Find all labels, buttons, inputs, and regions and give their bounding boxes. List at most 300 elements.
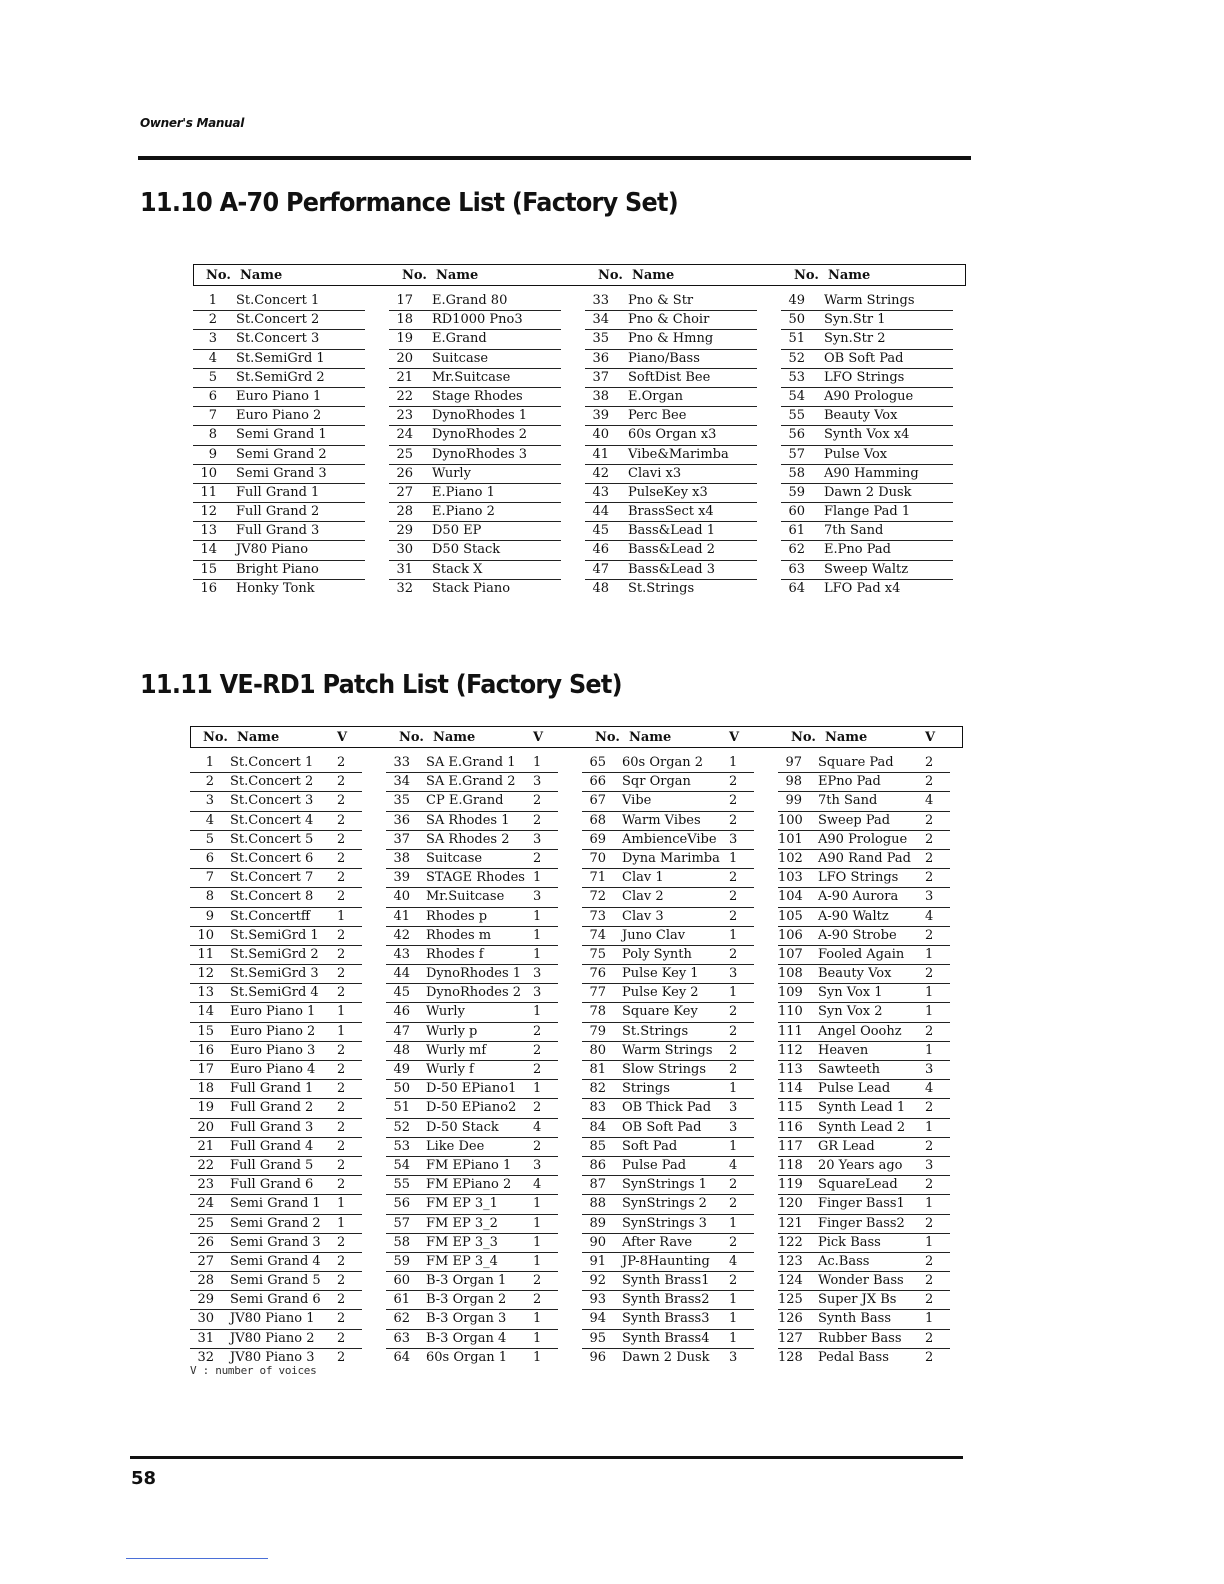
row-number: 100 <box>778 812 803 828</box>
row-number: 39 <box>393 870 410 886</box>
patch-name: Full Grand 5 <box>230 1157 314 1173</box>
patch-name: GR Lead <box>818 1138 875 1154</box>
row-number: 24 <box>197 1196 214 1212</box>
row-number: 50 <box>788 312 805 328</box>
table-row <box>585 522 757 541</box>
table-row <box>582 773 754 792</box>
table-row <box>190 1272 362 1291</box>
row-number: 19 <box>396 331 413 347</box>
table-row <box>582 1291 754 1310</box>
row-number: 57 <box>788 446 805 462</box>
patch-name: Synth Bass <box>818 1311 891 1327</box>
voice-count: 2 <box>533 1023 542 1039</box>
table-row <box>582 984 754 1003</box>
table-row <box>386 773 558 792</box>
voice-count: 1 <box>925 1042 934 1058</box>
patch-name: A-90 Aurora <box>818 889 899 905</box>
row-number: 66 <box>589 774 606 790</box>
row-number: 32 <box>197 1349 214 1365</box>
table-row <box>582 1138 754 1157</box>
row-number: 20 <box>197 1119 214 1135</box>
table-row <box>585 580 757 598</box>
row-number: 22 <box>197 1157 214 1173</box>
voice-count: 1 <box>533 1196 542 1212</box>
row-number: 45 <box>592 523 609 539</box>
table-row <box>190 888 362 907</box>
row-number: 119 <box>778 1177 803 1193</box>
row-number: 3 <box>205 793 214 809</box>
patch-name: Synth Brass1 <box>622 1273 710 1289</box>
patch-name: OB Soft Pad <box>622 1119 702 1135</box>
patch-name: Semi Grand 5 <box>230 1273 321 1289</box>
table-row <box>582 1234 754 1253</box>
row-number: 8 <box>205 889 214 905</box>
patch-name: Clav 2 <box>622 889 664 905</box>
voice-count: 1 <box>925 1234 934 1250</box>
performance-name: Syn.Str 1 <box>824 312 886 328</box>
row-number: 96 <box>589 1349 606 1365</box>
patch-name: Pulse Key 1 <box>622 966 699 982</box>
voice-count: 2 <box>337 1292 346 1308</box>
performance-name: E.Grand <box>432 331 487 347</box>
row-number: 71 <box>589 870 606 886</box>
column-header-no: No. <box>595 730 620 745</box>
row-number: 15 <box>200 561 217 577</box>
table-column <box>778 754 950 1367</box>
row-number: 43 <box>393 946 410 962</box>
patch-name: Full Grand 3 <box>230 1119 314 1135</box>
voice-count: 2 <box>337 812 346 828</box>
row-number: 112 <box>778 1042 803 1058</box>
section-title-verd1: 11.11 VE-RD1 Patch List (Factory Set) <box>140 670 622 700</box>
table-row <box>386 908 558 927</box>
performance-name: JV80 Piano <box>236 542 309 558</box>
verd1-patch-table <box>190 726 963 1365</box>
patch-name: Square Key <box>622 1004 698 1020</box>
performance-name: Stage Rhodes <box>432 388 523 404</box>
patch-name: EPno Pad <box>818 774 881 790</box>
table-row <box>781 388 953 407</box>
patch-name: Rubber Bass <box>818 1330 902 1346</box>
table-row <box>386 812 558 831</box>
performance-name: Sweep Waltz <box>824 561 909 577</box>
voice-count: 2 <box>533 1062 542 1077</box>
performance-name: Pulse Vox <box>824 446 888 462</box>
table-row <box>778 1215 950 1234</box>
table-row <box>389 388 561 407</box>
table-row <box>582 754 754 773</box>
table-row <box>781 446 953 465</box>
table-row <box>193 311 365 330</box>
voice-count: 3 <box>533 889 542 905</box>
performance-name: 60s Organ x3 <box>628 427 717 443</box>
performance-name: BrassSect x4 <box>628 504 714 520</box>
voice-count: 1 <box>533 1253 542 1269</box>
voice-count: 2 <box>729 946 738 962</box>
row-number: 62 <box>788 542 805 558</box>
patch-name: Beauty Vox <box>818 966 892 982</box>
performance-name: Suitcase <box>432 350 489 366</box>
row-number: 53 <box>788 369 805 385</box>
patch-name: St.SemiGrd 3 <box>230 966 319 982</box>
voice-count: 4 <box>533 1177 542 1193</box>
table-column <box>190 754 362 1367</box>
row-number: 20 <box>396 350 413 366</box>
patch-name: Pulse Lead <box>818 1081 891 1097</box>
voice-count: 2 <box>533 850 542 866</box>
voice-count: 2 <box>925 774 934 790</box>
row-number: 29 <box>396 523 413 539</box>
table-row <box>585 484 757 503</box>
row-number: 35 <box>592 331 609 347</box>
voice-count: 1 <box>925 1311 934 1327</box>
performance-name: LFO Strings <box>824 369 905 385</box>
row-number: 111 <box>778 1023 803 1039</box>
patch-name: FM EP 3_3 <box>426 1234 498 1250</box>
table-row <box>781 330 953 349</box>
row-number: 78 <box>589 1004 606 1020</box>
performance-name: Bass&Lead 3 <box>628 561 716 577</box>
table-row <box>389 580 561 598</box>
row-number: 99 <box>785 793 802 809</box>
table-row <box>389 484 561 503</box>
patch-name: Square Pad <box>818 755 894 770</box>
table-row <box>582 831 754 850</box>
patch-name: D-50 Stack <box>426 1119 499 1135</box>
table-row <box>386 927 558 946</box>
row-number: 23 <box>396 408 413 424</box>
performance-name: Dawn 2 Dusk <box>824 484 912 500</box>
table-row <box>585 446 757 465</box>
row-number: 49 <box>788 293 805 308</box>
performance-name: Full Grand 2 <box>236 504 320 520</box>
table-row <box>778 1003 950 1022</box>
column-header-no: No. <box>794 268 819 283</box>
voice-count: 1 <box>533 1215 542 1231</box>
row-number: 11 <box>197 946 214 962</box>
table-column <box>193 292 365 598</box>
voice-count: 2 <box>729 812 738 828</box>
patch-name: Rhodes m <box>426 927 492 943</box>
column-header-no: No. <box>598 268 623 283</box>
patch-name: St.SemiGrd 1 <box>230 927 319 943</box>
performance-name: Honky Tonk <box>236 580 315 596</box>
table-row <box>781 369 953 388</box>
row-number: 52 <box>393 1119 410 1135</box>
row-number: 46 <box>592 542 609 558</box>
row-number: 4 <box>205 812 214 828</box>
table-row <box>582 1080 754 1099</box>
patch-name: Semi Grand 3 <box>230 1234 321 1250</box>
voice-count: 2 <box>925 755 934 770</box>
performance-name: St.SemiGrd 1 <box>236 350 325 366</box>
voice-count: 1 <box>337 1023 346 1039</box>
table-row <box>778 1138 950 1157</box>
row-number: 125 <box>778 1292 803 1308</box>
table-row <box>778 1330 950 1349</box>
table-row <box>193 580 365 598</box>
link-underline <box>126 1558 268 1559</box>
patch-name: JV80 Piano 2 <box>230 1330 315 1346</box>
voice-count: 2 <box>337 1311 346 1327</box>
performance-name: St.Concert 1 <box>236 293 320 308</box>
table-row <box>389 503 561 522</box>
patch-name: Fooled Again <box>818 946 905 962</box>
patch-name: Synth Brass2 <box>622 1292 710 1308</box>
voice-count: 2 <box>925 1023 934 1039</box>
table-row <box>778 1234 950 1253</box>
table-row <box>582 1272 754 1291</box>
row-number: 21 <box>396 369 413 385</box>
patch-name: Rhodes f <box>426 946 484 962</box>
patch-name: SA Rhodes 1 <box>426 812 510 828</box>
table-row <box>386 1119 558 1138</box>
performance-name: Pno & Choir <box>628 312 710 328</box>
column-header-name: Name <box>632 268 675 283</box>
patch-name: Euro Piano 4 <box>230 1062 316 1077</box>
patch-name: SquareLead <box>818 1177 898 1193</box>
performance-name: Bright Piano <box>236 561 319 577</box>
patch-name: St.Strings <box>622 1023 689 1039</box>
voice-count: 2 <box>337 1100 346 1116</box>
table-row <box>193 350 365 369</box>
performance-name: Bass&Lead 2 <box>628 542 716 558</box>
table-row <box>582 888 754 907</box>
table-row <box>190 946 362 965</box>
voice-count: 2 <box>925 1100 934 1116</box>
table-row <box>389 446 561 465</box>
table-row <box>386 1157 558 1176</box>
row-number: 12 <box>200 504 217 520</box>
table-row <box>389 350 561 369</box>
voice-count: 1 <box>337 1215 346 1231</box>
voice-count: 2 <box>729 774 738 790</box>
performance-name: 7th Sand <box>824 523 884 539</box>
patch-name: Ac.Bass <box>818 1253 870 1269</box>
row-number: 123 <box>778 1253 803 1269</box>
row-number: 75 <box>589 946 606 962</box>
table-row <box>389 330 561 349</box>
row-number: 4 <box>208 350 217 366</box>
performance-name: St.Strings <box>628 580 695 596</box>
table-row <box>778 1119 950 1138</box>
patch-name: A90 Rand Pad <box>818 850 911 866</box>
voice-count: 2 <box>729 1273 738 1289</box>
patch-name: Finger Bass2 <box>818 1215 905 1231</box>
row-number: 109 <box>778 985 803 1001</box>
table-row <box>582 850 754 869</box>
voice-count: 2 <box>729 793 738 809</box>
row-number: 113 <box>778 1062 803 1077</box>
table-row <box>190 1195 362 1214</box>
performance-name: Perc Bee <box>628 408 687 424</box>
voice-count: 2 <box>337 1349 346 1365</box>
table-row <box>386 1138 558 1157</box>
voice-count: 2 <box>337 1042 346 1058</box>
table-row <box>386 1080 558 1099</box>
row-number: 30 <box>396 542 413 558</box>
table-row <box>781 484 953 503</box>
row-number: 37 <box>592 369 609 385</box>
table-row <box>778 773 950 792</box>
table-row <box>585 330 757 349</box>
patch-name: Heaven <box>818 1042 869 1058</box>
manual-header-label: Owner's Manual <box>140 116 245 130</box>
row-number: 59 <box>393 1253 410 1269</box>
table-body <box>193 286 966 596</box>
row-number: 13 <box>197 985 214 1001</box>
voice-count: 1 <box>729 985 738 1001</box>
voice-count: 1 <box>729 1138 738 1154</box>
patch-name: Rhodes p <box>426 908 488 924</box>
performance-name: Full Grand 1 <box>236 484 320 500</box>
performance-name: Clavi x3 <box>628 465 682 481</box>
row-number: 6 <box>205 850 214 866</box>
table-row <box>193 522 365 541</box>
table-row <box>582 1157 754 1176</box>
patch-name: A-90 Waltz <box>818 908 889 924</box>
patch-name: St.Concert 1 <box>230 755 314 770</box>
patch-name: Wonder Bass <box>818 1273 904 1289</box>
table-column <box>386 754 558 1367</box>
voice-count: 4 <box>729 1157 738 1173</box>
table-row <box>781 350 953 369</box>
table-row <box>781 561 953 580</box>
patch-name: Finger Bass1 <box>818 1196 905 1212</box>
table-row <box>190 1253 362 1272</box>
table-row <box>386 869 558 888</box>
voice-count: 1 <box>533 1330 542 1346</box>
row-number: 120 <box>778 1196 803 1212</box>
table-row <box>781 407 953 426</box>
table-row <box>781 580 953 598</box>
patch-name: St.Concert 2 <box>230 774 314 790</box>
table-row <box>193 484 365 503</box>
voice-count: 1 <box>925 946 934 962</box>
voice-count: 2 <box>337 1177 346 1193</box>
table-row <box>582 908 754 927</box>
performance-name: Semi Grand 3 <box>236 465 327 481</box>
performance-name: SoftDist Bee <box>628 369 711 385</box>
performance-name: Semi Grand 2 <box>236 446 327 462</box>
column-header-v: V <box>533 730 544 745</box>
table-row <box>190 1157 362 1176</box>
voice-count: 2 <box>533 1273 542 1289</box>
row-number: 91 <box>589 1253 606 1269</box>
voice-count: 1 <box>925 985 934 1001</box>
voice-count: 2 <box>337 774 346 790</box>
table-column <box>582 754 754 1367</box>
performance-name: Syn.Str 2 <box>824 331 886 347</box>
performance-name: D50 Stack <box>432 542 501 558</box>
row-number: 110 <box>778 1004 803 1020</box>
row-number: 32 <box>396 580 413 596</box>
row-number: 14 <box>197 1004 214 1020</box>
row-number: 34 <box>393 774 410 790</box>
table-row <box>193 407 365 426</box>
row-number: 43 <box>592 484 609 500</box>
table-row <box>781 426 953 445</box>
voice-count: 1 <box>729 927 738 943</box>
table-row <box>585 407 757 426</box>
voice-count: 2 <box>337 1138 346 1154</box>
column-header-name: Name <box>825 730 868 745</box>
patch-name: Syn Vox 2 <box>818 1004 883 1020</box>
performance-name: Bass&Lead 1 <box>628 523 716 539</box>
table-row <box>389 522 561 541</box>
table-row <box>190 1080 362 1099</box>
voice-count: 2 <box>925 870 934 886</box>
voice-count: 3 <box>729 1119 738 1135</box>
table-row <box>193 561 365 580</box>
table-row <box>389 541 561 560</box>
voice-count: 2 <box>337 985 346 1001</box>
row-number: 30 <box>197 1311 214 1327</box>
row-number: 102 <box>778 850 803 866</box>
row-number: 17 <box>396 293 413 308</box>
patch-name: Wurly p <box>426 1023 478 1039</box>
table-row <box>193 369 365 388</box>
table-row <box>585 561 757 580</box>
voice-count: 2 <box>337 850 346 866</box>
performance-name: E.Piano 2 <box>432 504 495 520</box>
table-row <box>386 1099 558 1118</box>
table-row <box>781 292 953 311</box>
voice-count: 2 <box>533 1100 542 1116</box>
patch-name: FM EP 3_1 <box>426 1196 498 1212</box>
table-row <box>582 1042 754 1061</box>
patch-name: B-3 Organ 2 <box>426 1292 507 1308</box>
row-number: 79 <box>589 1023 606 1039</box>
row-number: 35 <box>393 793 410 809</box>
row-number: 116 <box>778 1119 803 1135</box>
row-number: 90 <box>589 1234 606 1250</box>
patch-name: Dawn 2 Dusk <box>622 1349 710 1365</box>
row-number: 40 <box>592 427 609 443</box>
table-row <box>190 869 362 888</box>
performance-name: Full Grand 3 <box>236 523 320 539</box>
table-row <box>585 369 757 388</box>
patch-name: Euro Piano 2 <box>230 1023 316 1039</box>
table-row <box>389 311 561 330</box>
row-number: 26 <box>396 465 413 481</box>
voice-count: 1 <box>729 1330 738 1346</box>
voice-count: 2 <box>533 812 542 828</box>
table-row <box>386 1215 558 1234</box>
voice-count: 1 <box>533 946 542 962</box>
row-number: 64 <box>393 1349 410 1365</box>
performance-name: DynoRhodes 1 <box>432 408 528 424</box>
row-number: 128 <box>778 1349 803 1365</box>
table-row <box>386 1234 558 1253</box>
voice-count: 4 <box>729 1253 738 1269</box>
table-row <box>778 1310 950 1329</box>
voice-count: 3 <box>729 1349 738 1365</box>
row-number: 122 <box>778 1234 803 1250</box>
row-number: 6 <box>208 388 217 404</box>
row-number: 19 <box>197 1100 214 1116</box>
patch-name: Clav 3 <box>622 908 664 924</box>
row-number: 80 <box>589 1042 606 1058</box>
row-number: 72 <box>589 889 606 905</box>
column-header-no: No. <box>203 730 228 745</box>
column-header-name: Name <box>237 730 280 745</box>
row-number: 124 <box>778 1273 803 1289</box>
table-row <box>190 1234 362 1253</box>
table-row <box>582 1061 754 1080</box>
patch-name: Wurly mf <box>426 1042 487 1058</box>
table-column <box>781 292 953 598</box>
